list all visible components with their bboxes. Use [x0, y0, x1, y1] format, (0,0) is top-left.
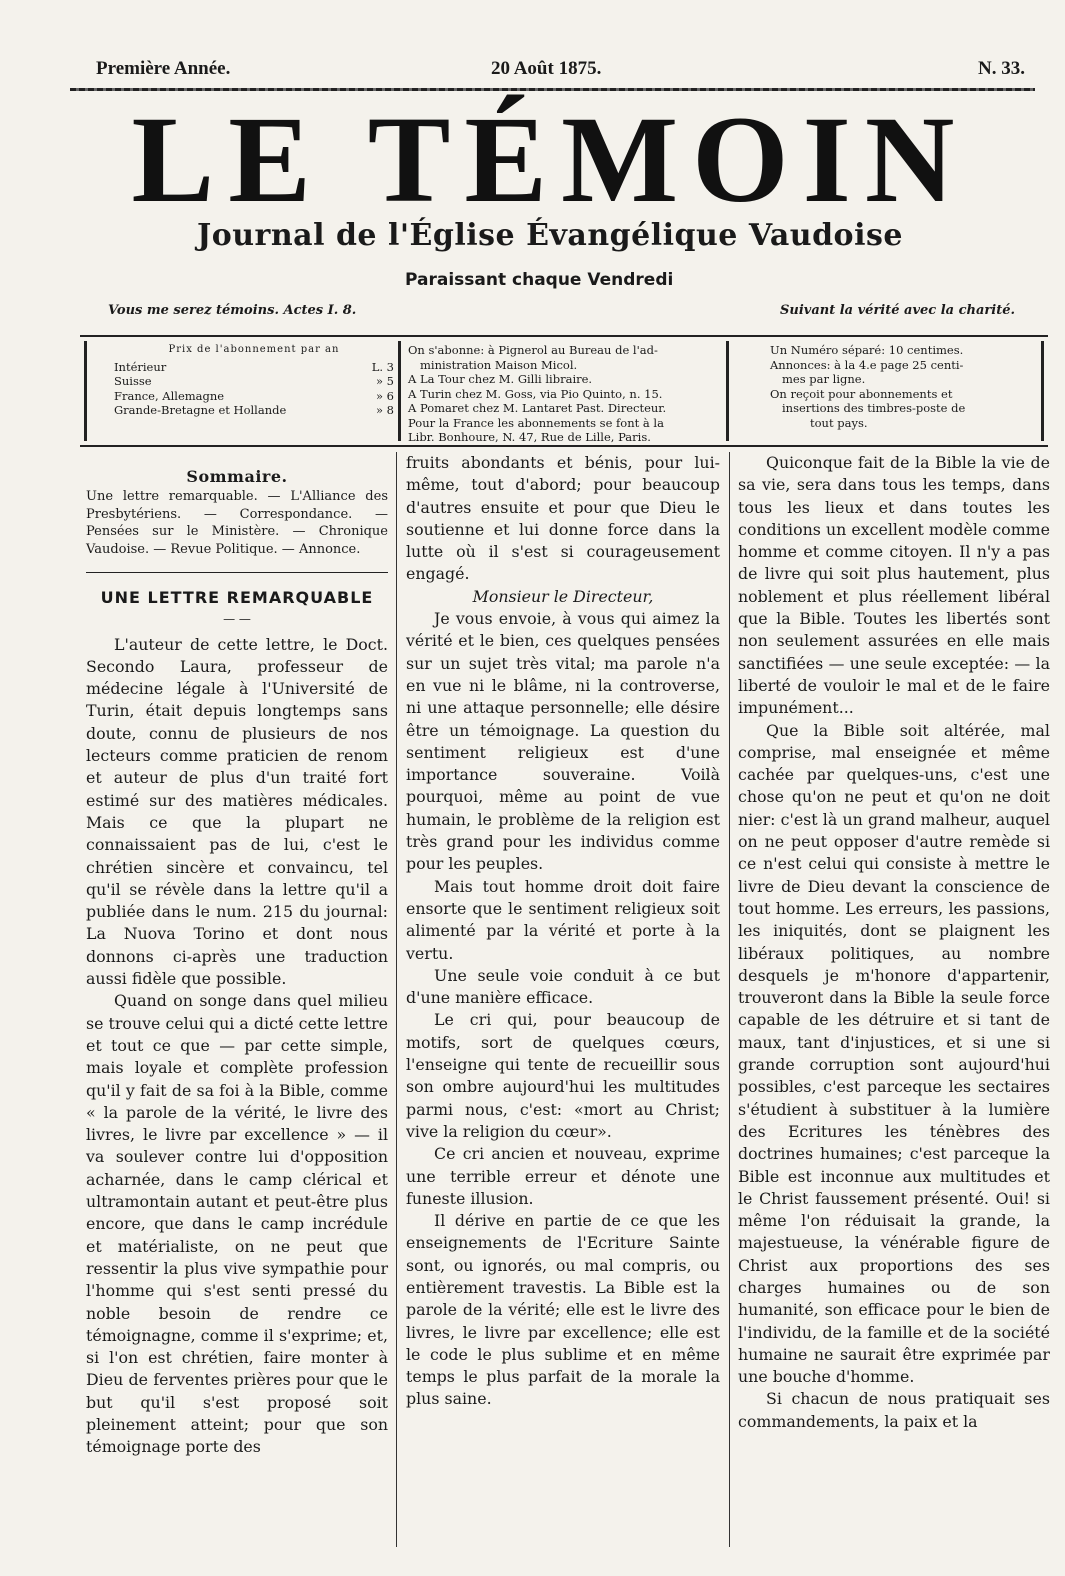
issue-date: 20 Août 1875.	[491, 58, 602, 79]
masthead-title: LE TÉMOIN	[131, 91, 969, 228]
paragraph: fruits abondants et bénis, pour lui-même, tout d'abord; pour beaucoup d'autres ensuite et pour que Dieu le soutienne et lui donne force dans la lutte où il s'est si courageusement engagé.	[406, 453, 720, 584]
paragraph: Que la Bible soit altérée, mal comprise, mal enseignée et même cachée par quelques-uns, c'est une chose qu'on ne peut et qu'on ne doit nier: c'est là un grand malheur, auquel on ne peut opposer d'autre remède si ce n'est celui qui consiste à mettre le livre de Dieu devant la conscience de tout homme. Les erreurs, les passions, les iniquités, dont se plaignent les libéraux politiques, au nombre desquels je m'honore d'appartenir, trouveront dans la Bible la seule force capable de les détruire et si tant de maux, tant d'injustices, et si une si grande corruption sont aujourd'hui possibles, c'est parceque les sectaires s'étudient à substituer à la lumière des Ecritures les ténèbres des doctrines humaines; c'est parceque la Bible est inconnue aux multitudes et le Christ faussement présenté. Oui! si même l'on réduisait la grande, la majestueuse, la vénérable figure de Christ aux proportions des ses charges humaines ou de son humanité, son efficace pour le bien de l'individu, de la famille et de la société humaine ne saurait être exprimée par une bouche d'homme.	[738, 720, 1050, 1387]
sommaire-title: Sommaire.	[186, 467, 288, 486]
paragraph: Quiconque fait de la Bible la vie de sa vie, sera dans tous les temps, dans tous les lieux et dans toutes les conditions un excellent modèle comme homme et comme citoyen. Il n'y a pas de livre qui soit plus hautement, plus noblement et plus réellement libéral que la Bible. Toutes les libertés sont non seulement assurées en elle mais sanctifiées — une seule exceptée: — la liberté de vouloir le mal et de le faire impunément...	[738, 453, 1050, 718]
title-ornament: — —	[223, 611, 251, 626]
motto-left: Vous me serez témoins. Actes I. 8.	[108, 303, 357, 318]
box-divider	[1041, 341, 1044, 441]
section-rule	[86, 572, 388, 573]
location-line: ministration Maison Micol.	[420, 357, 578, 372]
motto-right: Suivant la vérité avec la charité.	[780, 303, 1015, 318]
column-left	[86, 452, 388, 1562]
price-row: Grande-Bretagne et Hollande » 8	[114, 403, 394, 417]
other-line: Un Numéro séparé: 10 centimes.	[770, 343, 964, 357]
other-line: Annonces: à la 4.e page 25 centi-	[770, 357, 964, 372]
paragraph: Si chacun de nous pratiquait ses commandements, la paix et la	[738, 1389, 1050, 1431]
price-row: Intérieur L. 3	[114, 359, 394, 374]
column-rule	[729, 452, 730, 1547]
location-line: Pour la France les abonnements se font à la	[408, 415, 664, 430]
column-right	[738, 452, 1050, 1562]
masthead-subtitle: Journal de l'Église Évangélique Vaudoise	[197, 218, 903, 253]
other-line: tout pays.	[810, 415, 868, 430]
location-line: A La Tour chez M. Gilli libraire.	[408, 372, 593, 386]
location-line: On s'abonne: à Pignerol au Bureau de l'ad-	[408, 343, 658, 357]
column-middle	[406, 452, 720, 1562]
subscription-other	[770, 343, 1030, 430]
price-row: Suisse » 5	[114, 374, 394, 388]
box-divider	[726, 341, 729, 441]
letter-salutation: Monsieur le Directeur,	[472, 586, 654, 606]
location-line: Libr. Bonhoure, N. 47, Rue de Lille, Paris.	[408, 430, 651, 444]
paragraph: L'auteur de cette lettre, le Doct. Secondo Laura, professeur de médecine légale à l'Université de Turin, était depuis longtemps sans doute, connu de plusieurs de nos lecteurs comme praticien de renom et auteur de plus d'un traité fort estimé sur des matières médicales. Mais ce que la plupart ne connaissaient pas de lui, c'est le chrétien sincère et convaincu, tel qu'il se révèle dans la lettre qu'il a publiée dans le num. 215 du journal: La Nuova Torino et dont nous donnons ci-après une traduction aussi fidèle que possible.	[86, 634, 388, 989]
paragraph: Il dérive en partie de ce que les enseignements de l'Ecriture Sainte sont, ou ignorés, ou mal compris, ou entièrement travestis. La Bible est la parole de la vérité; elle est le livre des livres, le livre par excellence; elle est le code le plus sublime et en même temps le plus parfait de la morale la plus saine.	[406, 1211, 720, 1409]
paragraph: Une seule voie conduit à ce but d'une manière efficace.	[406, 965, 720, 1008]
other-line: insertions des timbres-poste de	[782, 401, 966, 415]
box-divider	[84, 341, 87, 441]
other-line: On reçoit pour abonnements et	[770, 386, 953, 401]
paragraph: Quand on songe dans quel milieu se trouve celui qui a dicté cette lettre et tout ce que — par cette simple, mais loyale et complète profession qu'il y fait de sa foi à la Bible, comme « la parole de la vérité, le livre des livres, le livre par excellence » — il va soulever contre lui d'opposition acharnée, dans le camp clérical et ultramontain autant et peut-être plus encore, que dans le camp incrédule et matérialiste, on ne peut que ressentir la plus vive sympathie pour l'homme qui s'est senti pressé du noble besoin de rendre ce témoignagne, comme il s'exprime; et, si l'on est chrétien, faire monter à Dieu de ferventes prières pour que le but qu'il s'est proposé soit pleinement atteint; pour que son témoignage porte des	[86, 991, 388, 1457]
paragraph: Mais tout homme droit doit faire ensorte que le sentiment religieux soit alimenté par la vérité et porte à la vertu.	[406, 876, 720, 963]
subscription-box	[80, 335, 1048, 447]
column-rule	[396, 452, 397, 1547]
sommaire-text: Une lettre remarquable. — L'Alliance des Presbytériens. — Correspondance. — Pensées sur le Ministère. — Chronique Vaudoise. — Revue Politique. — Annonce.	[86, 489, 388, 557]
subscription-prices	[114, 343, 394, 418]
box-divider	[398, 341, 401, 441]
prices-title: Prix de l'abonnement par an	[168, 344, 340, 355]
paragraph: Ce cri ancien et nouveau, exprime une terrible erreur et dénote une funeste illusion.	[406, 1144, 720, 1208]
publication-frequency: Paraissant chaque Vendredi	[405, 270, 674, 290]
paragraph: Je vous envoie, à vous qui aimez la vérité et le bien, ces quelques pensées sur un sujet très vital; ma parole n'a en vue ni le blâme, ni la controverse, ni une attaque personnelle; elle désire être un témoignage. La question du sentiment religieux est d'une importance souveraine. Voilà pourquoi, même au point de vue humain, le problème de la religion est très grand pour les individus comme pour les peuples.	[406, 609, 720, 874]
location-line: A Turin chez M. Goss, via Pio Quinto, n. 15.	[408, 386, 663, 401]
subscription-locations	[408, 343, 716, 445]
top-line	[96, 58, 1025, 84]
article-title: UNE LETTRE REMARQUABLE	[100, 588, 374, 608]
location-line: A Pomaret chez M. Lantaret Past. Directeur.	[408, 401, 667, 415]
year-label: Première Année.	[96, 58, 231, 79]
issue-number: N. 33.	[978, 58, 1025, 79]
paragraph: Le cri qui, pour beaucoup de motifs, sort de quelques cœurs, l'enseigne qui tente de recueillir sous son ombre aujourd'hui les multitudes parmi nous, c'est: «mort au Christ; vive la religion du cœur».	[406, 1010, 720, 1141]
other-line: mes par ligne.	[782, 372, 866, 386]
price-row: France, Allemagne » 6	[114, 388, 394, 403]
